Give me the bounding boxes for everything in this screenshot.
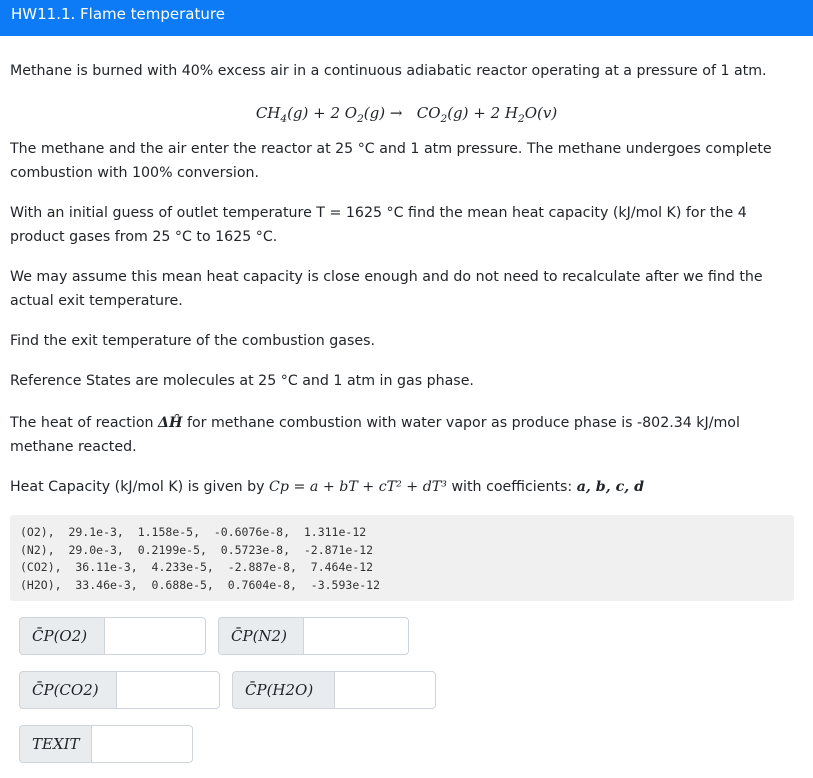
heat-reaction-post: for methane combustion with water vapor as produce phase is -802.34 kJ/mol methane reacted.: [10, 415, 740, 455]
page-title: HW11.1. Flame temperature: [11, 5, 225, 23]
intro-text: Methane is burned with 40% excess air in a continuous adiabatic reactor operating at a pressure of 1 atm.: [10, 63, 767, 79]
coefficient-row-co2: (CO2), 36.11e-3, 4.233e-5, -2.887e-8, 7.464e-12: [20, 560, 374, 574]
coefficient-row-n2: (N2), 29.0e-3, 0.2199e-5, 0.5723e-8, -2.871e-12: [20, 542, 374, 557]
cp-co2-label: C̄P(CO2): [19, 671, 116, 709]
heat-of-reaction-text: [10, 411, 800, 459]
guess-text: With an initial guess of outlet temperature T = 1625 °C find the mean heat capacity (kJ/mol K) for the 4 product gases from 25 °C to 1625 °C.: [10, 205, 747, 245]
cp-o2-group: [19, 617, 206, 655]
cp-h2o-group: [232, 671, 436, 709]
cp-co2-input[interactable]: [116, 671, 220, 709]
cp-h2o-label: C̄P(H2O): [232, 671, 334, 709]
heat-reaction-pre: The heat of reaction: [10, 415, 154, 431]
t-exit-label: TEXIT: [19, 725, 91, 763]
reference-text: Reference States are molecules at 25 °C and 1 atm in gas phase.: [10, 373, 474, 389]
heat-capacity-mid: with coefficients:: [451, 479, 573, 495]
coefficient-table: [10, 515, 794, 601]
feed-text: The methane and the air enter the reactor at 25 °C and 1 atm pressure. The methane undergoes complete combustion with 100% conversion.: [10, 141, 772, 181]
heat-capacity-formula: Cp = a + bT + cT² + dT³: [269, 479, 447, 495]
page-header: [0, 0, 813, 36]
coefficient-list: a, b, c, d: [576, 479, 645, 495]
coefficient-row-h2o: (H2O), 33.46e-3, 0.688e-5, 0.7604e-8, -3.593e-12: [20, 577, 381, 592]
heat-capacity-pre: Heat Capacity (kJ/mol K) is given by: [10, 479, 265, 495]
cp-o2-label: C̄P(O2): [19, 617, 104, 655]
coefficient-row-o2: (O2), 29.1e-3, 1.158e-5, -0.6076e-8, 1.311e-12: [20, 525, 367, 539]
cp-h2o-input[interactable]: [334, 671, 436, 709]
cp-n2-label: C̄P(N2): [218, 617, 303, 655]
cp-n2-group: [218, 617, 409, 655]
cp-o2-input[interactable]: [104, 617, 206, 655]
assumption-text: We may assume this mean heat capacity is close enough and do not need to recalculate after we find the actual exit temperature.: [10, 269, 763, 309]
t-exit-group: [19, 725, 193, 763]
cp-n2-input[interactable]: [303, 617, 409, 655]
heat-capacity-text: [10, 475, 800, 499]
find-text: Find the exit temperature of the combustion gases.: [10, 333, 376, 349]
reaction-equation: $CH_4(g) + 2$ $O_2(g) \to CO_2(g) + 2$ $H_2O(v)$: [255, 104, 558, 125]
t-exit-input[interactable]: [91, 725, 193, 763]
heat-reaction-symbol: ΔĤ: [158, 415, 183, 431]
cp-co2-group: [19, 671, 220, 709]
